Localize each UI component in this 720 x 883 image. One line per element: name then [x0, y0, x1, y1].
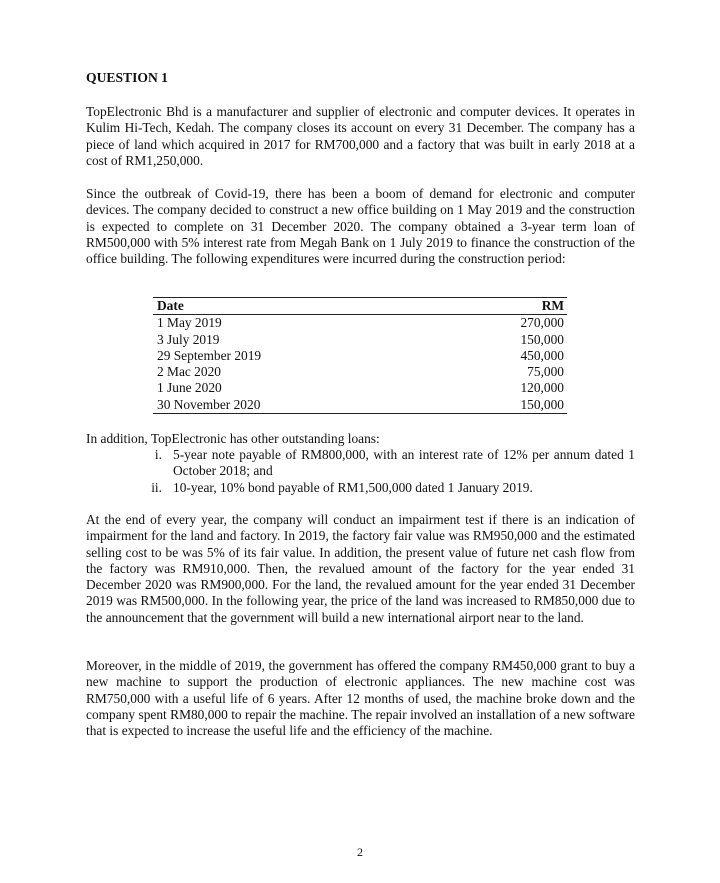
list-item-number: ii. [151, 479, 162, 495]
paragraph-impairment: At the end of every year, the company will conduct an impairment test if there is an indication of impairment for the land and factory. In 2019, the factory fair value was RM950,000 and the estimated selling cost to be was 5% of its fair value. In addition, the present value of future net cash flow from the factory was RM910,000. Then, the revalued amount of the factory for the year ended 31 December 2020 was RM900,000. For the land, the revalued amount for the year ended 31 December 2019 was RM500,000. In the following year, the price of the land was increased to RM850,000 due to the announcement that the government will build a new international airport near to the land. [86, 512, 635, 625]
row-amount: 75,000 [527, 364, 564, 380]
list-item-text: 5-year note payable of RM800,000, with an interest rate of 12% per annum dated 1 October 2018; and [173, 447, 635, 479]
row-date: 3 July 2019 [157, 331, 220, 347]
list-item-text: 10-year, 10% bond payable of RM1,500,000 dated 1 January 2019. [173, 479, 533, 495]
table-row [153, 315, 567, 332]
row-date: 2 Mac 2020 [157, 364, 221, 380]
paragraph-company-background: TopElectronic Bhd is a manufacturer and supplier of electronic and computer devices. It operates in Kulim Hi-Tech, Kedah. The company closes its account on every 31 December. The company has a piece of land which acquired in 2017 for RM700,000 and a factory that was built in early 2018 at a cost of RM1,250,000. [86, 104, 635, 168]
row-amount: 120,000 [520, 380, 564, 396]
table-row [153, 397, 567, 414]
list-item [86, 447, 635, 480]
row-date: 1 May 2019 [157, 315, 222, 331]
table-row [153, 332, 567, 348]
paragraph-construction: Since the outbreak of Covid-19, there has been a boom of demand for electronic and computer devices. The company decided to construct a new office building on 1 May 2019 and the construction is expected to complete on 31 December 2020. The company obtained a 3-year term loan of RM500,000 with 5% interest rate from Megah Bank on 1 July 2019 to finance the construction of the office building. The following expenditures were incurred during the construction period: [86, 186, 635, 267]
date-column-header: Date [153, 298, 438, 315]
loan-list [86, 447, 635, 496]
expenditure-table [153, 297, 567, 414]
paragraph-other-loans-intro: In addition, TopElectronic has other outstanding loans: [86, 431, 380, 446]
row-date: 30 November 2020 [153, 397, 438, 414]
table-row [153, 348, 567, 364]
table-row [153, 364, 567, 380]
table-header-row [153, 298, 567, 315]
list-item-number: i. [154, 447, 162, 462]
amount-column-header: RM [438, 298, 567, 315]
row-amount: 150,000 [520, 331, 564, 347]
row-amount: 450,000 [520, 347, 564, 363]
row-date: 1 June 2020 [157, 380, 222, 396]
row-date: 29 September 2019 [157, 347, 262, 363]
row-amount: 270,000 [520, 315, 564, 331]
question-heading: QUESTION 1 [86, 70, 168, 85]
table-row [153, 380, 567, 396]
list-item [86, 480, 635, 496]
paragraph-government-grant: Moreover, in the middle of 2019, the government has offered the company RM450,000 grant to buy a new machine to support the production of electronic appliances. The new machine cost was RM750,000 with a useful life of 6 years. After 12 months of used, the machine broke down and the company spent RM80,000 to repair the machine. The repair involved an installation of a new software that is expected to increase the useful life and the efficiency of the machine. [86, 658, 635, 739]
row-amount: 150,000 [438, 397, 567, 414]
page-number: 2 [357, 845, 363, 859]
